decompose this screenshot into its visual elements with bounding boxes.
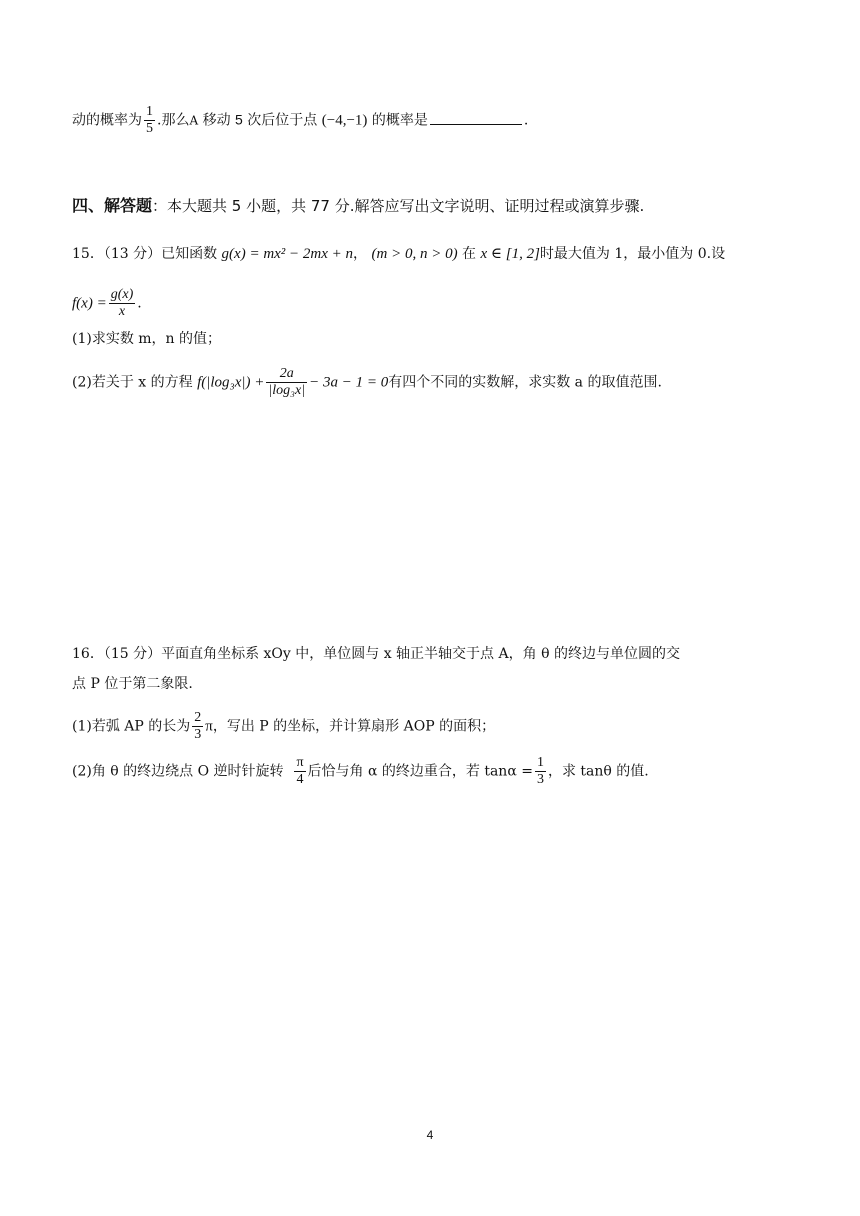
f-fraction: $\frac{g(x)}{x}$ bbox=[110, 287, 134, 319]
q14-prefix: 动的概率为 bbox=[72, 112, 142, 129]
q14-fraction: $\frac{1}{5}$ bbox=[146, 104, 153, 136]
q15-interval: x ∈ [1, 2] bbox=[480, 246, 540, 262]
target-point: (−4,−1) bbox=[321, 112, 368, 129]
answer-blank[interactable] bbox=[430, 110, 522, 125]
equation-fraction: $\frac{2a}{\text{|log₃x|}}$ bbox=[268, 366, 306, 398]
tan-alpha-fraction: $\frac{1}{3}$ bbox=[536, 755, 544, 787]
q16-part2: (2)角 θ 的终边绕点 O 逆时针旋转 $\frac{\pi}{4}$ 后恰与角 α 的终边重合，若 tanα = $\frac{1}{3}$ ，求 tanθ 的值. bbox=[72, 755, 649, 787]
page-number: 4 bbox=[426, 1128, 434, 1142]
q16-part1: (1)若弧 AP 的长为 $\frac{2}{3}$ π，写出 P 的坐标，并计算扇形 AOP 的面积； bbox=[72, 710, 496, 742]
arc-length-fraction: $\frac{2}{3}$ bbox=[194, 710, 202, 742]
q15-number: 15 bbox=[72, 246, 90, 262]
rotation-fraction: $\frac{\pi}{4}$ bbox=[296, 755, 304, 787]
g-definition: g(x) = mx² − 2mx + n bbox=[221, 246, 354, 262]
q14-tail-line: 动的概率为 $\frac{1}{5}$ .那么A 移动 5 次后位于点 (−4,−1) 的概率是 . bbox=[72, 104, 529, 136]
section-heading bbox=[72, 196, 644, 217]
section-title: 四、解答题 bbox=[72, 196, 153, 215]
q15-condition: (m > 0, n > 0) bbox=[371, 246, 458, 262]
q16-line2: 点 P 位于第二象限. bbox=[72, 676, 193, 692]
q15-f-definition: f(x) = $\frac{g(x)}{x}$ . bbox=[72, 287, 142, 319]
q15-line1: 15．（13 分）已知函数 g(x) = mx² − 2mx + n， (m > 0, n > 0) 在 x ∈ [1, 2]时最大值为 1，最小值为 0.设 bbox=[72, 246, 726, 262]
equation-f-term: f(|log₃x|) + bbox=[197, 374, 265, 391]
q15-part1: (1)求实数 m，n 的值； bbox=[72, 331, 222, 347]
q16-line1: 16．（15 分）平面直角坐标系 xOy 中，单位圆与 x 轴正半轴交于点 A，角 θ 的终边与单位圆的交 bbox=[72, 646, 680, 662]
section-description: ：本大题共 5 小题，共 77 分.解答应写出文字说明、证明过程或演算步骤. bbox=[152, 197, 645, 215]
q15-part2: (2)若关于 x 的方程 f(|log₃x|) + $\frac{2a}{\text{|log₃x|}}$ − 3a − 1 = 0有四个不同的实数解，求实数 a 的取值范围. bbox=[72, 366, 662, 398]
point-a-label: A bbox=[189, 113, 199, 128]
